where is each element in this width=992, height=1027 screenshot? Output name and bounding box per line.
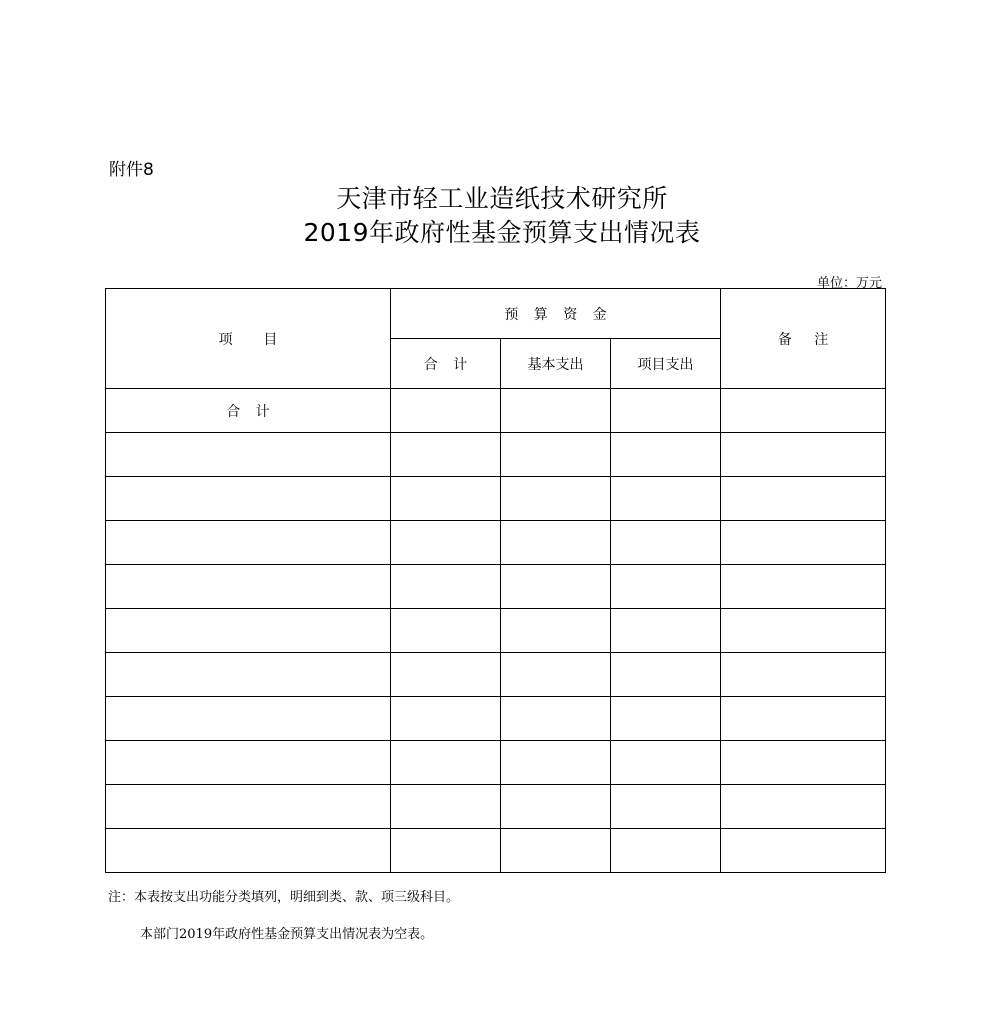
- cell-basic: [501, 433, 611, 477]
- cell-project: [611, 565, 721, 609]
- table-row: [106, 741, 886, 785]
- cell-total: [391, 829, 501, 873]
- cell-remark: [721, 653, 886, 697]
- header-project-expense: 项目支出: [611, 339, 721, 389]
- cell-item: [106, 741, 391, 785]
- cell-project: [611, 653, 721, 697]
- cell-total: [391, 609, 501, 653]
- cell-project: [611, 697, 721, 741]
- cell-remark: [721, 477, 886, 521]
- cell-item: [106, 521, 391, 565]
- cell-project: [611, 785, 721, 829]
- cell-project: [611, 477, 721, 521]
- cell-project: [611, 741, 721, 785]
- table-row: [106, 609, 886, 653]
- header-total: 合计: [391, 339, 501, 389]
- cell-item: [106, 653, 391, 697]
- table-row: [106, 829, 886, 873]
- cell-remark: [721, 565, 886, 609]
- table-row: [106, 653, 886, 697]
- cell-basic: [501, 697, 611, 741]
- cell-remark: [721, 389, 886, 433]
- table-row: [106, 785, 886, 829]
- cell-total: [391, 785, 501, 829]
- cell-basic: [501, 565, 611, 609]
- cell-item: [106, 785, 391, 829]
- document-title-line2: 2019年政府性基金预算支出情况表: [303, 218, 701, 247]
- cell-item: 合计: [106, 389, 391, 433]
- footnote-1: 注：本表按支出功能分类填列，明细到类、款、项三级科目。: [108, 890, 460, 905]
- table-row: [106, 565, 886, 609]
- table-row: [106, 433, 886, 477]
- cell-item: [106, 829, 391, 873]
- cell-remark: [721, 741, 886, 785]
- cell-total: [391, 521, 501, 565]
- cell-total: [391, 433, 501, 477]
- cell-basic: [501, 741, 611, 785]
- cell-total: [391, 565, 501, 609]
- cell-item: [106, 609, 391, 653]
- document-title-line1: 天津市轻工业造纸技术研究所: [336, 184, 668, 213]
- cell-project: [611, 389, 721, 433]
- cell-total: [391, 477, 501, 521]
- cell-basic: [501, 829, 611, 873]
- cell-basic: [501, 477, 611, 521]
- cell-item: [106, 477, 391, 521]
- cell-remark: [721, 521, 886, 565]
- cell-project: [611, 521, 721, 565]
- cell-project: [611, 829, 721, 873]
- cell-item: [106, 697, 391, 741]
- table-row: [106, 477, 886, 521]
- cell-remark: [721, 829, 886, 873]
- cell-total: [391, 389, 501, 433]
- header-row-1: [106, 289, 886, 339]
- table-row: [106, 521, 886, 565]
- header-remarks: 备注: [721, 289, 886, 389]
- unit-label: 单位：万元: [816, 276, 882, 291]
- cell-remark: [721, 433, 886, 477]
- cell-total: [391, 741, 501, 785]
- table-row: [106, 697, 886, 741]
- cell-item: [106, 565, 391, 609]
- header-budget-funds: 预算资金: [391, 289, 721, 339]
- cell-item: [106, 433, 391, 477]
- footnote-2: 本部门2019年政府性基金预算支出情况表为空表。: [140, 927, 434, 942]
- cell-basic: [501, 521, 611, 565]
- attachment-label: 附件8: [109, 160, 154, 180]
- budget-table: [105, 288, 886, 873]
- cell-project: [611, 609, 721, 653]
- cell-project: [611, 433, 721, 477]
- header-basic-expense: 基本支出: [501, 339, 611, 389]
- cell-total: [391, 653, 501, 697]
- table-row: [106, 389, 886, 433]
- cell-basic: [501, 389, 611, 433]
- cell-basic: [501, 785, 611, 829]
- cell-basic: [501, 653, 611, 697]
- cell-total: [391, 697, 501, 741]
- cell-basic: [501, 609, 611, 653]
- cell-remark: [721, 785, 886, 829]
- header-item: 项目: [106, 289, 391, 389]
- cell-remark: [721, 697, 886, 741]
- cell-remark: [721, 609, 886, 653]
